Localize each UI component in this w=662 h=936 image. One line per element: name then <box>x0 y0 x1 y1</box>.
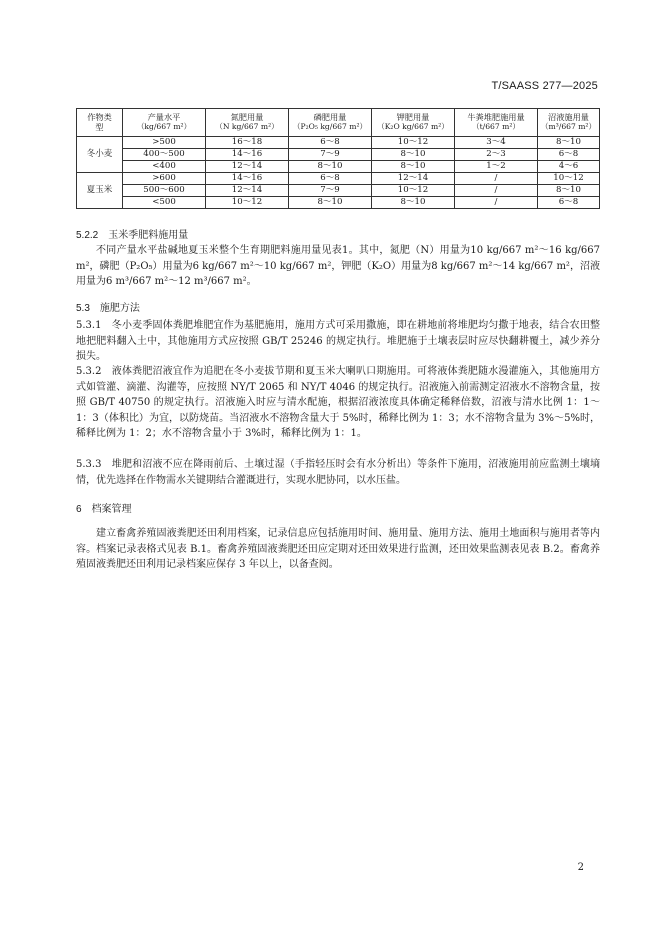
paragraph-6: 建立畜禽养殖固液粪肥还田利用档案，记录信息应包括施用时间、施用量、施用方法、施用土地面积与施用者等内容。档案记录表格式见表 B.1。畜禽养殖固液粪肥还田应定期对还田效果进行监测，还田效果监测表见表 B.2。畜禽养殖固液粪肥还田利用记录档案应保存 3 年以上，以备查阅。 <box>76 528 600 571</box>
paragraph-5-2-2: 不同产量水平盐碱地夏玉米整个生育期肥料施用量见表1。其中，氮肥（N）用量为10 kg/667 m²～16 kg/667 m²，磷肥（P₂O₅）用量为6 kg/667 m²～10 kg/667 m²，钾肥（K₂O）用量为8 kg/667 m²～14 kg/667 m²，沼液用量为6 m³/667 m²～12 m³/667 m²。 <box>76 245 600 288</box>
table-cell: 10～12 <box>372 185 455 197</box>
table-cell: 8～10 <box>289 161 372 173</box>
paragraph-5-3-2: 5.3.2 液体粪肥沼液宜作为追肥在冬小麦拔节期和夏玉米大喇叭口期施用。可将液体粪肥随水漫灌施入，其他施用方式如管灌、滴灌、沟灌等，应按照 NY/T 2065 和 NY/T 4046 的规定执行。沼液施入前需测定沼液水不溶物含量，按照 GB/T 40750 的规定执行。沼液施入时应与清水配施，根据沼液浓度具体确定稀释倍数，沼液与清水比例 1：1～1：3（体积比）为宜，以防烧苗。当沼液水不溶物含量大于 5%时，稀释比例为 1：3；水不溶物含量为 3%～5%时，稀释比例为 1：2；水不溶物含量小于 3%时，稀释比例为 1：1。 <box>76 366 600 440</box>
table-cell: 14～16 <box>206 173 289 185</box>
table-cell: 7～9 <box>289 185 372 197</box>
header-nitrogen: 氮肥用量 （N kg/667 m²） <box>206 109 289 137</box>
table-cell: 6～8 <box>289 173 372 185</box>
table-cell: 2～3 <box>455 149 538 161</box>
table-cell: 7～9 <box>289 149 372 161</box>
table-row <box>77 137 600 149</box>
table-cell: 3～4 <box>455 137 538 149</box>
table-cell: >500 <box>123 137 206 149</box>
table-cell: <500 <box>123 197 206 209</box>
page-number: 2 <box>577 862 584 873</box>
table-cell: 12～14 <box>206 185 289 197</box>
table-row <box>77 161 600 173</box>
table-cell: 10～12 <box>538 173 600 185</box>
heading-5-2-2: 5.2.2 玉米季肥料施用量 <box>76 230 189 241</box>
crop-cell: 夏玉米 <box>77 173 123 209</box>
table-cell: / <box>455 197 538 209</box>
table-row <box>77 185 600 197</box>
table-cell: 8～10 <box>538 185 600 197</box>
table-cell: 8～10 <box>372 161 455 173</box>
table-row <box>77 173 600 185</box>
table-cell: 8～10 <box>538 137 600 149</box>
table-row <box>77 149 600 161</box>
table-cell: 400～500 <box>123 149 206 161</box>
table-cell: 6～8 <box>538 197 600 209</box>
table-cell: 12～14 <box>206 161 289 173</box>
heading-5-3: 5.3 施肥方法 <box>76 303 140 314</box>
table-cell: 6～8 <box>538 149 600 161</box>
fertilizer-rate-table <box>76 108 600 209</box>
paragraph-5-3-1: 5.3.1 冬小麦季固体粪肥堆肥宜作为基肥施用，施用方式可采用撒施，即在耕地前将堆肥均匀撒于地表，结合农田整地把肥料翻入土中，其他施用方式应按照 GB/T 25246 的规定执行。堆肥施于土壤表层时应尽快翻耕覆土，减少养分损失。 <box>76 320 600 363</box>
table-cell: 12～14 <box>372 173 455 185</box>
table-cell: 8～10 <box>289 197 372 209</box>
table-cell: 8～10 <box>372 149 455 161</box>
table-cell: <400 <box>123 161 206 173</box>
document-code: T/SAASS 277—2025 <box>491 80 598 92</box>
header-yield-level: 产量水平 （kg/667 m²） <box>123 109 206 137</box>
table-cell: 14～16 <box>206 149 289 161</box>
table-cell: 10～12 <box>206 197 289 209</box>
header-manure-compost: 牛粪堆肥施用量 （t/667 m²） <box>455 109 538 137</box>
table-cell: 500～600 <box>123 185 206 197</box>
table-row <box>77 197 600 209</box>
table-cell: 16～18 <box>206 137 289 149</box>
header-crop: 作物类 型 <box>77 109 123 137</box>
header-potash: 钾肥用量 （K₂O kg/667 m²） <box>372 109 455 137</box>
crop-cell: 冬小麦 <box>77 137 123 173</box>
table-cell: / <box>455 185 538 197</box>
table-cell: 4～6 <box>538 161 600 173</box>
table-cell: 8～10 <box>372 197 455 209</box>
paragraph-5-3-3: 5.3.3 堆肥和沼液不应在降雨前后、土壤过湿（手指轻压时会有水分析出）等条件下施用，沼液施用前应监测土壤墒情，优先选择在作物需水关键期结合灌溉进行，实现水肥协同，以水压盐。 <box>76 459 600 486</box>
table-cell: / <box>455 173 538 185</box>
table-header-row <box>77 109 600 137</box>
table-cell: 1～2 <box>455 161 538 173</box>
header-phosphate: 磷肥用量 （P₂O₅ kg/667 m²） <box>289 109 372 137</box>
table-cell: 10～12 <box>372 137 455 149</box>
header-biogas-slurry: 沼液施用量 （m³/667 m²） <box>538 109 600 137</box>
table-cell: >600 <box>123 173 206 185</box>
table-cell: 6～8 <box>289 137 372 149</box>
heading-6: 6 档案管理 <box>76 504 132 515</box>
